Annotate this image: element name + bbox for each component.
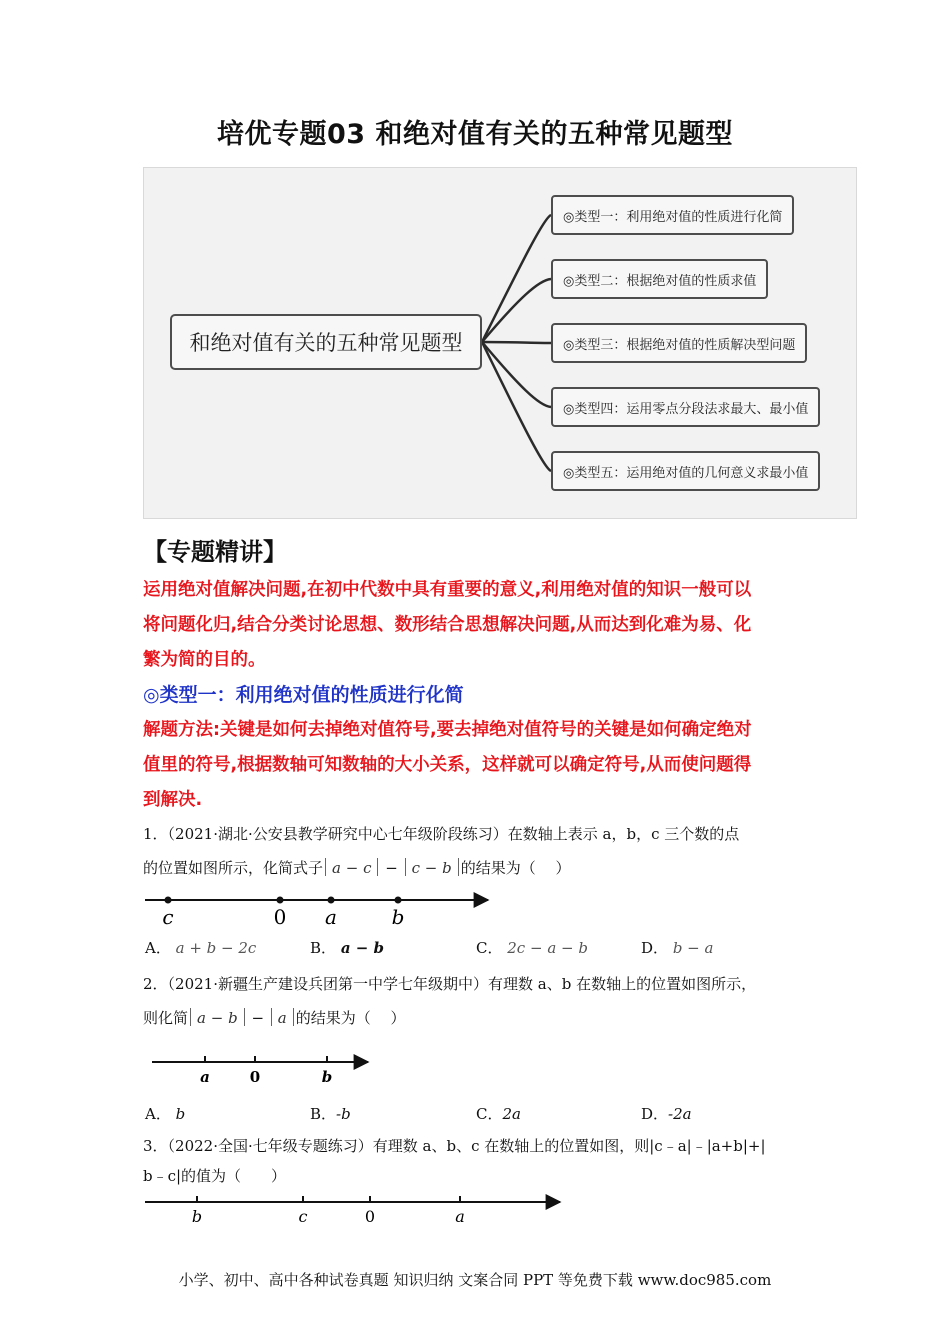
connector-1 [482,215,551,342]
q1-stem-prefix: 的位置如图所示，化简式子 [143,859,324,877]
abs-bar [271,1008,272,1026]
q3-stem-line2: b﹣c|的值为（ ） [143,1167,287,1185]
q3-stem-line1: 3．（2022·全国·七年级专题练习）有理数 a、b、c 在数轴上的位置如图，则|c﹣a|﹣|a+b|+| [143,1137,766,1155]
q1-stem-line2: 的位置如图所示，化简式子 a − c − c − b 的结果为（ ） [143,859,571,877]
q2-stem-prefix: 则化简 [143,1009,189,1027]
q1-label-b: b [391,905,405,929]
type1-heading: ◎类型一：利用绝对值的性质进行化简 [143,684,464,706]
q1-label-0: 0 [273,905,287,929]
q1-point-c [165,897,172,904]
intro-paragraph [143,573,823,678]
mind-map-leaf-type4: ◎类型四：运用零点分段法求最大、最小值 [551,387,820,427]
abs-bar [458,858,459,876]
q2-stem-line1: 2．（2021·新疆生产建设兵团第一中学七年级期中）有理数 a、b 在数轴上的位置如图所示， [143,975,757,993]
page-footer: 小学、初中、高中各种试卷真题 知识归纳 文案合同 PPT 等免费下载 www.doc985.com [178,1271,772,1289]
mind-map [143,167,857,519]
connector-3 [482,342,551,343]
option-letter: C． [476,1105,503,1123]
option-text: 2a [502,1105,521,1123]
q1-label-c: c [162,905,174,929]
connector-4 [482,342,551,407]
q1-stem-suffix: 的结果为（ ） [460,859,571,877]
q2-option-b[interactable] [310,1103,351,1124]
q2-option-a[interactable] [145,1103,185,1124]
option-text: b − a [672,939,714,957]
intro-line: 繁为简的目的。 [143,650,266,670]
option-letter: A． [145,939,171,957]
q1-point-a [328,897,335,904]
option-text: a + b − 2c [175,939,257,957]
q3-label-a: a [455,1207,465,1226]
option-letter: B． [310,939,337,957]
option-letter: B． [310,1105,337,1123]
mind-map-leaf-type3: ◎类型三：根据绝对值的性质解决型问题 [551,323,807,363]
q2-number-line [152,1056,368,1086]
method-line: 解题方法:关键是如何去掉绝对值符号,要去掉绝对值符号的关键是如何确定绝对 [143,720,752,740]
abs-bar [244,1008,245,1026]
option-letter: D． [641,1105,669,1123]
q2-label-a: a [200,1068,210,1086]
abs-bar [377,858,378,876]
q3-label-0: 0 [364,1207,376,1226]
option-letter: C． [476,939,503,957]
connector-5 [482,342,551,471]
q1-number-line [145,897,488,930]
q2-label-0: 0 [249,1068,261,1086]
q2-abs-expr-2: a [277,1009,287,1027]
q3-number-line [145,1196,560,1226]
option-text: b [175,1105,186,1123]
intro-line: 运用绝对值解决问题,在初中代数中具有重要的意义,利用绝对值的知识一般可以 [143,580,752,600]
mind-map-leaf-type5: ◎类型五：运用绝对值的几何意义求最小值 [551,451,820,491]
q2-stem-suffix: 的结果为（ ） [295,1009,406,1027]
option-letter: D． [641,939,669,957]
mind-map-leaf-type2: ◎类型二：根据绝对值的性质求值 [551,259,768,299]
mind-map-leaf-type1: ◎类型一：利用绝对值的性质进行化简 [551,195,794,235]
abs-bar [325,858,326,876]
q3-label-c: c [298,1207,308,1226]
method-line: 值里的符号,根据数轴可知数轴的大小关系，这样就可以确定符号,从而使问题得 [143,755,752,775]
mind-map-root: 和绝对值有关的五种常见题型 [170,314,482,370]
connector-2 [482,279,551,342]
q2-label-b: b [321,1068,333,1086]
option-text: 2c − a − b [507,939,588,957]
option-letter: A． [145,1105,171,1123]
page-title: 培优专题03 和绝对值有关的五种常见题型 [217,119,733,150]
q2-abs-expr-1: a − b [197,1009,238,1027]
abs-bar [293,1008,294,1026]
q2-option-c[interactable] [476,1103,521,1124]
q1-point-0 [277,897,284,904]
intro-line: 将问题化归,结合分类讨论思想、数形结合思想解决问题,从而达到化难为易、化 [143,615,752,635]
abs-bar [405,858,406,876]
method-line: 到解决. [143,790,203,810]
q1-label-a: a [325,905,337,929]
option-text: -b [336,1105,351,1123]
q3-label-b: b [191,1207,203,1226]
option-text: a − b [340,939,385,957]
q1-option-d[interactable] [641,937,713,958]
q1-abs-expr-2: c − b [411,859,452,877]
q2-option-d[interactable] [641,1103,692,1124]
q1-option-b[interactable] [310,937,384,958]
q1-option-a[interactable] [145,937,256,958]
q2-stem-line2: 则化简 a − b − a 的结果为（ ） [143,1009,406,1027]
q1-option-c[interactable] [476,937,588,958]
option-text: -2a [668,1105,692,1123]
q1-abs-expr-1: a − c [332,859,372,877]
abs-bar [190,1008,191,1026]
q1-point-b [395,897,402,904]
q1-stem-line1: 1．（2021·湖北·公安县教学研究中心七年级阶段练习）在数轴上表示 a，b，c 三个数的点 [143,825,740,843]
section-heading: 【专题精讲】 [143,538,287,566]
method-paragraph [143,713,823,818]
